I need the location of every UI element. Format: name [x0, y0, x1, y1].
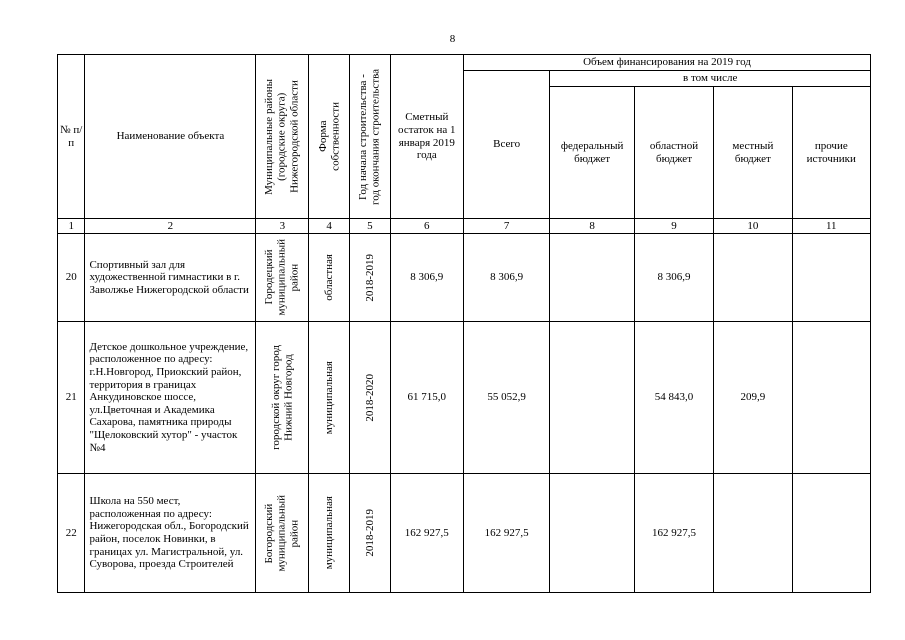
row-municipal-line: Городецкий	[263, 249, 276, 306]
row-num: 20	[58, 234, 85, 322]
row-years	[349, 322, 390, 474]
row-local	[714, 234, 792, 322]
table-row	[58, 474, 871, 593]
row-municipal	[256, 322, 309, 474]
col-index-2: 2	[85, 219, 256, 234]
row-years	[349, 234, 390, 322]
header-years-line2: год окончания строительства	[369, 68, 382, 205]
row-num: 21	[58, 322, 85, 474]
col-index-4: 4	[309, 219, 350, 234]
header-financing-title: Объем финансирования на 2019 год	[463, 55, 870, 71]
header-ownership-line1: Форма	[316, 120, 329, 153]
row-regional: 8 306,9	[634, 234, 713, 322]
row-municipal-line: Богородский	[263, 503, 276, 563]
col-index-5: 5	[349, 219, 390, 234]
row-municipal-line: муниципальный	[276, 494, 289, 572]
row-object-name: Спортивный зал для художественной гимнастики в г. Заволжье Нижегородской области	[85, 234, 256, 322]
col-index-7: 7	[463, 219, 549, 234]
row-federal	[550, 322, 634, 474]
row-other	[792, 234, 870, 322]
row-object-name: Детское дошкольное учреждение, расположенное по адресу: г.Н.Новгород, Приокский район, территория в границах Анкудиновское шоссе, ул.Цветочная и Академика Сахарова, памятника природы "Щелоковский хутор" - участок №4	[85, 322, 256, 474]
row-total: 162 927,5	[463, 474, 549, 593]
row-municipal	[256, 474, 309, 593]
header-municipal-line1: Муниципальные районы	[263, 78, 276, 195]
row-other	[792, 322, 870, 474]
row-municipal-line: Нижний Новгород	[282, 354, 295, 441]
header-federal: федеральный бюджет	[550, 87, 634, 219]
col-index-1: 1	[58, 219, 85, 234]
row-municipal-line: городской округ город	[269, 345, 282, 450]
row-years-text: 2018-2019	[363, 253, 376, 302]
row-total: 55 052,9	[463, 322, 549, 474]
row-municipal-line: район	[288, 519, 301, 547]
row-ownership	[309, 234, 350, 322]
table-row	[58, 322, 871, 474]
row-num: 22	[58, 474, 85, 593]
row-regional: 54 843,0	[634, 322, 713, 474]
page-number: 8	[449, 33, 456, 45]
header-total: Всего	[463, 71, 549, 219]
header-other: прочие источники	[792, 87, 870, 219]
financing-table	[57, 54, 871, 593]
col-index-6: 6	[390, 219, 463, 234]
row-years	[349, 474, 390, 593]
header-ownership	[309, 55, 350, 219]
header-municipal-line2: (городские округа)	[276, 92, 289, 181]
header-local: местный бюджет	[714, 87, 792, 219]
row-local: 209,9	[714, 322, 792, 474]
row-years-text: 2018-2020	[363, 373, 376, 422]
col-index-9: 9	[634, 219, 713, 234]
row-ownership	[309, 322, 350, 474]
row-total: 8 306,9	[463, 234, 549, 322]
row-object-name: Школа на 550 мест, расположенная по адресу: Нижегородская обл., Богородский район, поселок Новинки, в границах ул. Магистральной, ул. Суворова, проезда Строителей	[85, 474, 256, 593]
header-municipal-line3: Нижегородской области	[288, 80, 301, 193]
header-estimate: Сметный остаток на 1 января 2019 года	[390, 55, 463, 219]
header-including: в том числе	[550, 71, 871, 87]
row-other	[792, 474, 870, 593]
row-estimate: 162 927,5	[390, 474, 463, 593]
col-index-11: 11	[792, 219, 870, 234]
col-index-8: 8	[550, 219, 634, 234]
header-years	[349, 55, 390, 219]
row-estimate: 8 306,9	[390, 234, 463, 322]
col-index-10: 10	[714, 219, 792, 234]
header-municipal	[256, 55, 309, 219]
row-regional: 162 927,5	[634, 474, 713, 593]
row-ownership-text: муниципальная	[322, 360, 335, 435]
row-years-text: 2018-2019	[363, 509, 376, 557]
row-local	[714, 474, 792, 593]
row-ownership-text: муниципальная	[322, 496, 335, 570]
col-index-3: 3	[256, 219, 309, 234]
row-estimate: 61 715,0	[390, 322, 463, 474]
row-municipal-line: район	[288, 263, 301, 292]
row-ownership-text: областная	[322, 254, 335, 301]
row-ownership	[309, 474, 350, 593]
header-object-name: Наименование объекта	[85, 55, 256, 219]
header-num: № п/п	[58, 55, 85, 219]
row-federal	[550, 234, 634, 322]
row-municipal-line: муниципальный	[276, 239, 289, 316]
header-years-line1: Год начала строительства -	[357, 73, 370, 200]
table-row	[58, 234, 871, 322]
row-municipal	[256, 234, 309, 322]
header-regional: областной бюджет	[634, 87, 713, 219]
row-federal	[550, 474, 634, 593]
header-ownership-line2: собственности	[329, 102, 342, 171]
